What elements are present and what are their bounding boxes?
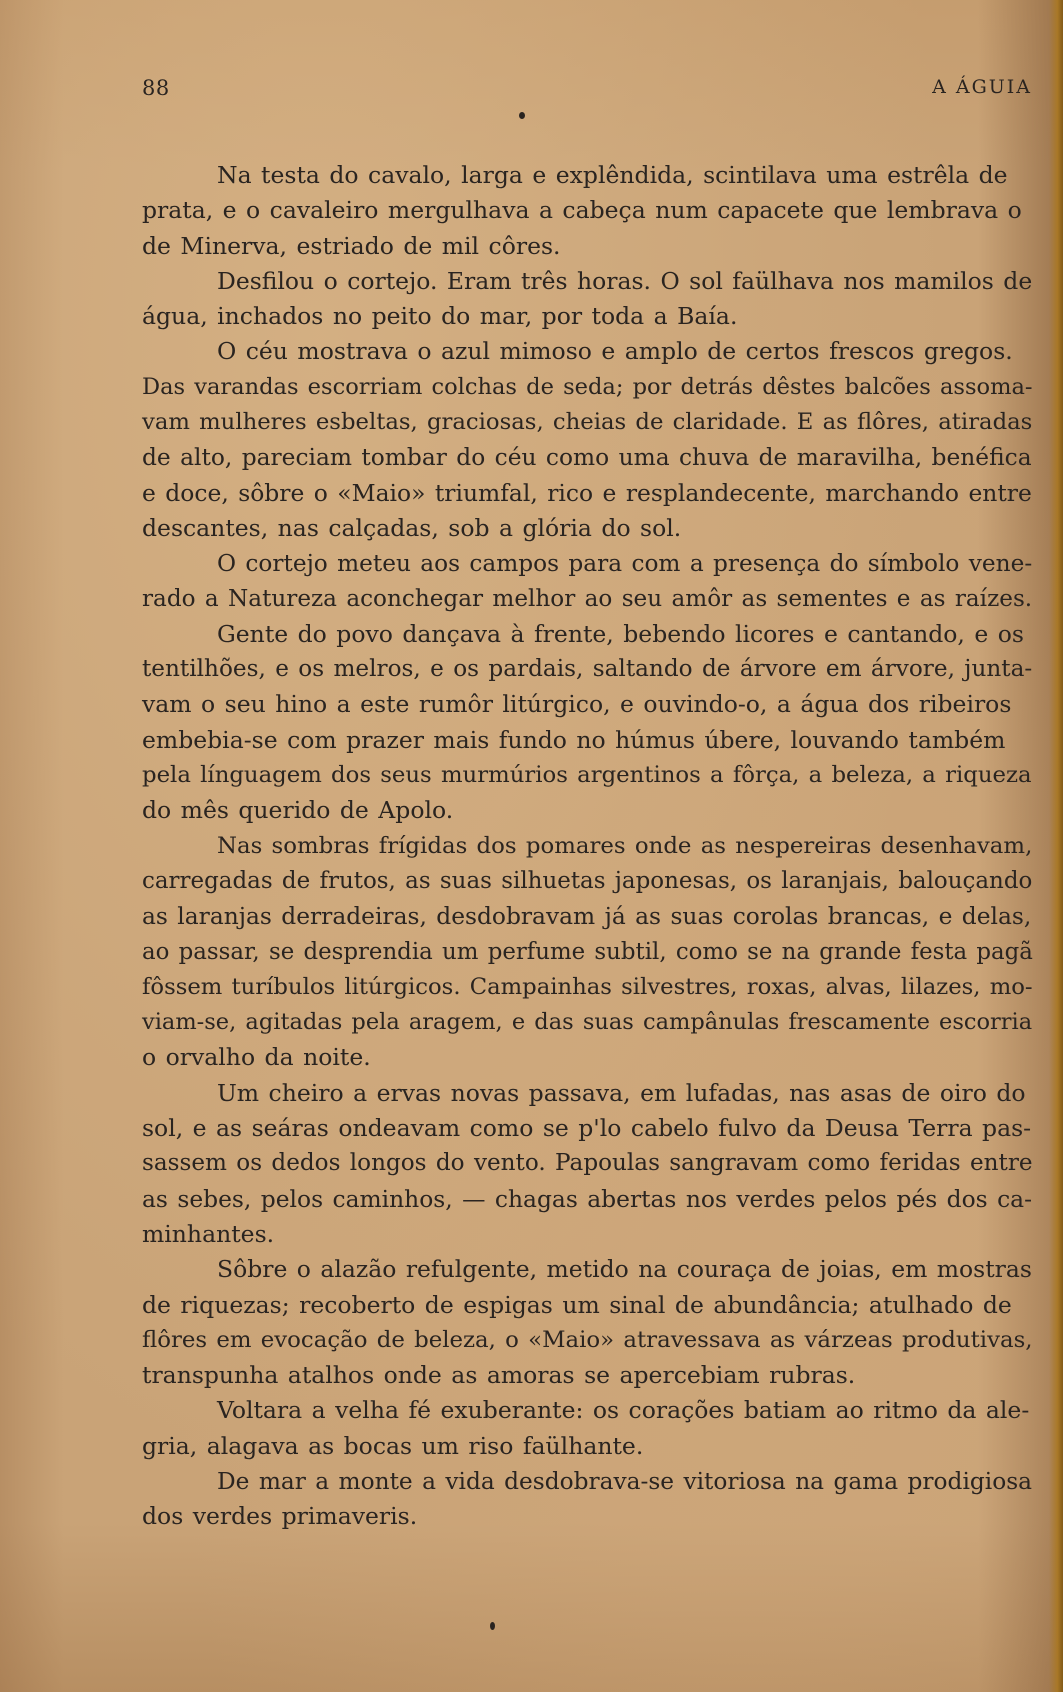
page-number: 88 xyxy=(142,76,170,100)
text-line: minhantes. xyxy=(142,1219,275,1248)
page-edge-shadow xyxy=(1049,0,1063,1692)
text-line: gria, alagava as bocas um riso faülhante. xyxy=(142,1431,644,1460)
text-line: O céu mostrava o azul mimoso e amplo de certos frescos gregos. xyxy=(217,337,1013,366)
text-line: carregadas de frutos, as suas silhuetas japonesas, os laranjais, balouçando xyxy=(142,867,1033,894)
text-line: sol, e as seáras ondeavam como se p'lo cabelo fulvo da Deusa Terra pas- xyxy=(142,1114,1032,1143)
text-line: ao passar, se desprendia um perfume subtil, como se na grande festa pagã xyxy=(142,938,1033,965)
text-line: Na testa do cavalo, larga e explêndida, scintilava uma estrêla de xyxy=(217,161,1008,189)
page-header xyxy=(142,76,1032,106)
text-line: as sebes, pelos caminhos, — chagas abertas nos verdes pelos pés dos ca- xyxy=(142,1184,1032,1213)
text-line: Das varandas escorriam colchas de seda; por detrás dêstes balcões assoma- xyxy=(142,373,1033,400)
text-line: fôssem turíbulos litúrgicos. Campainhas silvestres, roxas, alvas, lilazes, mo- xyxy=(142,973,1033,1000)
text-line: O cortejo meteu aos campos para com a presença do símbolo vene- xyxy=(217,550,1033,578)
text-line: Nas sombras frígidas dos pomares onde as nespereiras desenhavam, xyxy=(217,832,1033,859)
text-line: vam mulheres esbeltas, graciosas, cheias de claridade. E as flôres, atiradas xyxy=(142,409,1033,436)
text-line: e doce, sôbre o «Maio» triumfal, rico e resplandecente, marchando entre xyxy=(142,478,1032,507)
text-line: de alto, pareciam tombar do céu como uma chuva de maravilha, benéfica xyxy=(142,444,1032,472)
text-line: Desfilou o cortejo. Eram três horas. O sol faülhava nos mamilos de xyxy=(217,266,1033,295)
text-line: tentilhões, e os melros, e os pardais, saltando de árvore em árvore, junta- xyxy=(142,656,1033,683)
text-line: pela línguagem dos seus murmúrios argentinos a fôrça, a beleza, a riqueza xyxy=(142,762,1032,789)
text-line: Voltara a velha fé exuberante: os corações batiam ao ritmo da ale- xyxy=(217,1396,1030,1425)
text-line: as laranjas derradeiras, desdobravam já as suas corolas brancas, e delas, xyxy=(142,902,1032,931)
text-line: de Minerva, estriado de mil côres. xyxy=(142,231,561,260)
body-text xyxy=(142,158,1032,1535)
running-head: A ÁGUIA xyxy=(932,76,1032,98)
ornament-dot xyxy=(519,112,525,119)
text-line: Sôbre o alazão refulgente, metido na couraça de joias, em mostras xyxy=(217,1255,1032,1284)
text-line: do mês querido de Apolo. xyxy=(142,796,454,825)
text-line: vam o seu hino a este rumôr litúrgico, e ouvindo-o, a água dos ribeiros xyxy=(142,690,1012,719)
text-line: dos verdes primaveris. xyxy=(142,1502,418,1531)
text-line: de riquezas; recoberto de espigas um sinal de abundância; atulhado de xyxy=(142,1290,1012,1319)
text-line: água, inchados no peito do mar, por toda a Baía. xyxy=(142,302,738,331)
text-line: Um cheiro a ervas novas passava, em lufadas, nas asas de oiro do xyxy=(217,1078,1026,1107)
text-line: sassem os dedos longos do vento. Papoulas sangravam como feridas entre xyxy=(142,1150,1033,1177)
text-line: viam-se, agitadas pela aragem, e das suas campânulas frescamente escorria xyxy=(142,1009,1033,1036)
text-line: prata, e o cavaleiro mergulhava a cabeça num capacete que lembrava o xyxy=(142,196,1022,225)
text-line: transpunha atalhos onde as amoras se apercebiam rubras. xyxy=(142,1361,856,1390)
text-line: rado a Natureza aconchegar melhor ao seu amôr as sementes e as raízes. xyxy=(142,585,1033,612)
text-line: flôres em evocação de beleza, o «Maio» atravessava as várzeas produtivas, xyxy=(142,1326,1033,1353)
text-line: o orvalho da noite. xyxy=(142,1043,371,1072)
bottom-ornament-dot xyxy=(490,1622,495,1630)
text-line: Gente do povo dançava à frente, bebendo licores e cantando, e os xyxy=(217,619,1024,648)
text-line: De mar a monte a vida desdobrava-se vitoriosa na gama prodigiosa xyxy=(217,1467,1033,1495)
text-line: embebia-se com prazer mais fundo no húmus úbere, louvando também xyxy=(142,725,1006,754)
text-line: descantes, nas calçadas, sob a glória do sol. xyxy=(142,513,682,542)
